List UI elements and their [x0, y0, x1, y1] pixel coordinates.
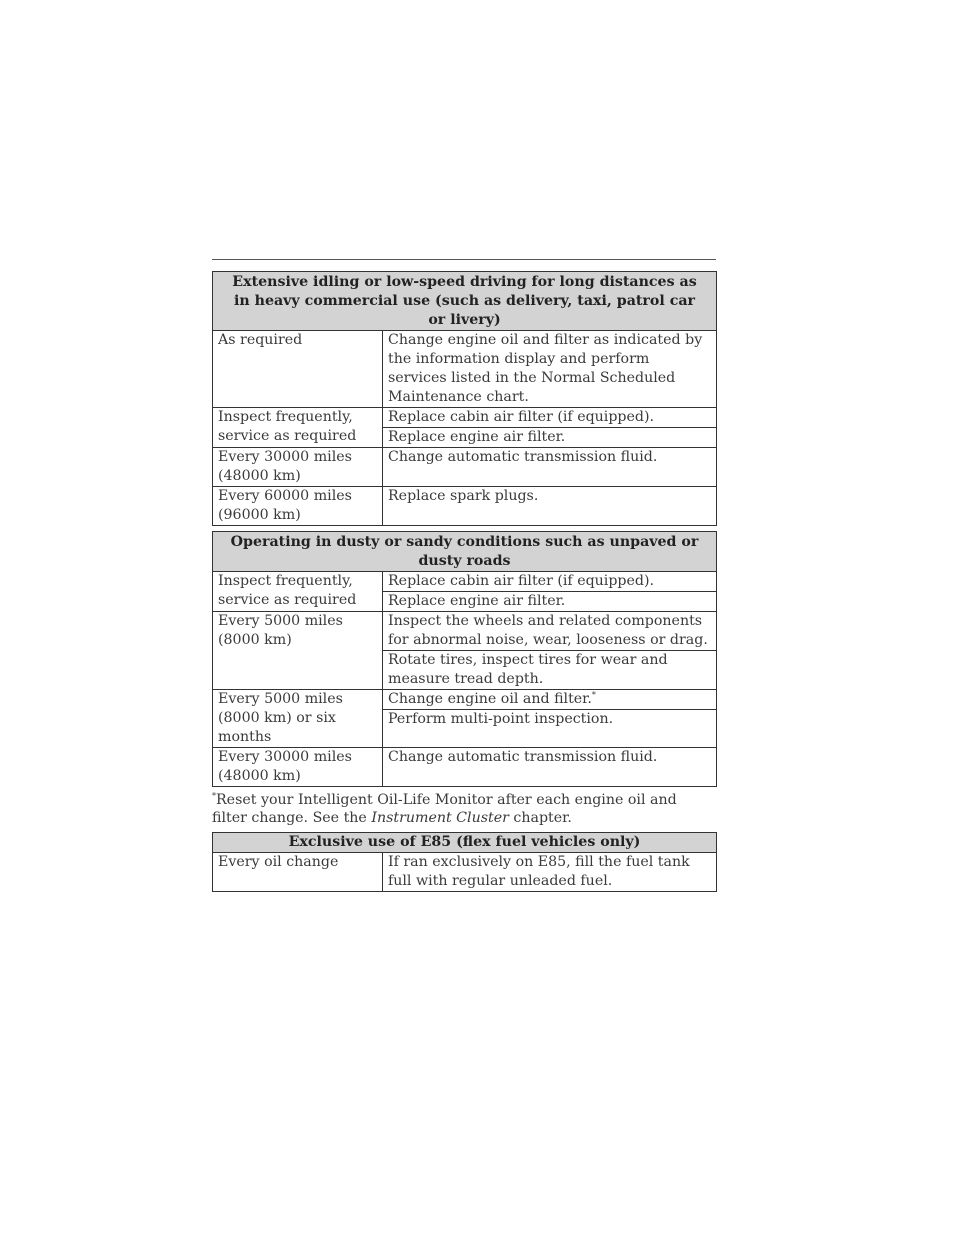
- service-cell: If ran exclusively on E85, fill the fuel tank full with regular unleaded fuel.: [383, 853, 717, 892]
- interval-cell: Every 30000 miles (48000 km): [213, 748, 383, 787]
- service-text: Change engine oil and filter.: [388, 691, 592, 707]
- service-cell: Replace cabin air filter (if equipped).: [383, 408, 717, 428]
- table-row: [213, 331, 717, 408]
- interval-cell: Every 5000 miles (8000 km): [213, 612, 383, 690]
- service-cell: Change automatic transmission fluid.: [383, 448, 717, 487]
- e85-fuel-table: [212, 832, 717, 892]
- table-header: Exclusive use of E85 (flex fuel vehicles only): [213, 833, 717, 853]
- footnote-text-end: chapter.: [508, 810, 572, 826]
- service-cell: Inspect the wheels and related components for abnormal noise, wear, looseness or drag.: [383, 612, 717, 651]
- dusty-conditions-table: [212, 531, 717, 787]
- service-cell: Change engine oil and filter as indicated by the information display and perform services listed in the Normal Scheduled Maintenance chart.: [383, 331, 717, 408]
- table-row: [213, 572, 717, 592]
- interval-cell: Every oil change: [213, 853, 383, 892]
- table-row: [213, 748, 717, 787]
- service-cell: Change automatic transmission fluid.: [383, 748, 717, 787]
- footnote: [212, 791, 716, 827]
- table-header: Extensive idling or low-speed driving for long distances as in heavy commercial use (such as delivery, taxi, patrol car or livery): [213, 272, 717, 331]
- interval-cell: Every 5000 miles (8000 km) or six months: [213, 690, 383, 748]
- table-row: [213, 612, 717, 651]
- footnote-marker: *: [591, 690, 596, 700]
- footnote-chapter-ref: Instrument Cluster: [371, 810, 509, 826]
- table-header: Operating in dusty or sandy conditions such as unpaved or dusty roads: [213, 532, 717, 572]
- service-cell: [383, 690, 717, 710]
- interval-cell: Inspect frequently, service as required: [213, 408, 383, 448]
- interval-cell: Every 30000 miles (48000 km): [213, 448, 383, 487]
- service-cell: Rotate tires, inspect tires for wear and measure tread depth.: [383, 651, 717, 690]
- table-row: [213, 853, 717, 892]
- interval-cell: As required: [213, 331, 383, 408]
- footnote-marker: *: [212, 791, 216, 801]
- interval-cell: Every 60000 miles (96000 km): [213, 487, 383, 526]
- footnote-text: Reset your Intelligent Oil-Life Monitor after each engine oil and filter change. See the: [212, 792, 677, 826]
- service-cell: Replace spark plugs.: [383, 487, 717, 526]
- table-row: [213, 448, 717, 487]
- idling-maintenance-table: [212, 271, 717, 526]
- service-cell: Replace cabin air filter (if equipped).: [383, 572, 717, 592]
- table-row: [213, 487, 717, 526]
- service-cell: Perform multi-point inspection.: [383, 710, 717, 748]
- interval-cell: Inspect frequently, service as required: [213, 572, 383, 612]
- table-row: [213, 690, 717, 710]
- service-cell: Replace engine air filter.: [383, 592, 717, 612]
- service-cell: Replace engine air filter.: [383, 428, 717, 448]
- top-rule: [212, 259, 716, 260]
- table-row: [213, 408, 717, 428]
